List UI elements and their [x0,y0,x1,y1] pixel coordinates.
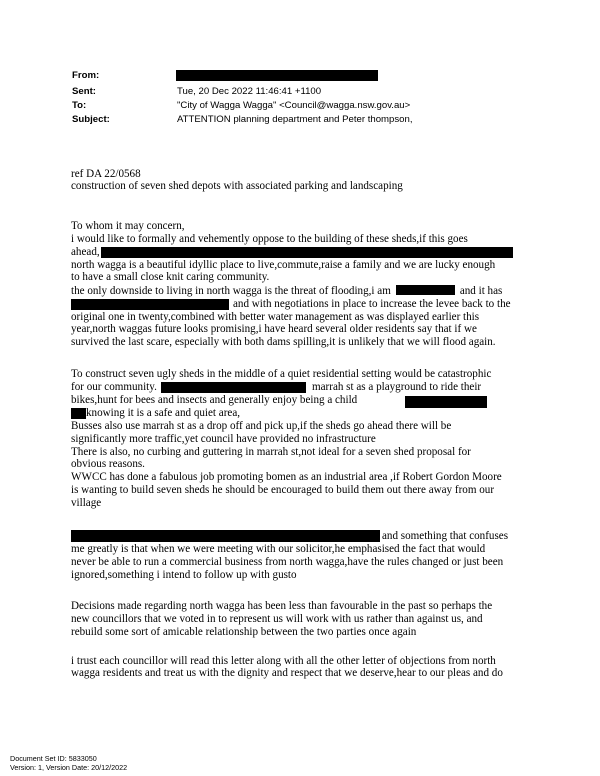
letter-line: for our community. [71,381,157,393]
letter-line: new councillors that we voted in to represent us will work with us rather than against us, and [71,613,483,625]
to-value: "City of Wagga Wagga" <Council@wagga.nsw.gov.au> [177,100,411,111]
letter-line: WWCC has done a fabulous job promoting bomen as an industrial area ,if Robert Gordon Moore [71,471,502,483]
letter-line: obvious reasons. [71,458,145,470]
letter-line: marrah st as a playground to ride their [312,381,482,393]
ref-description: construction of seven shed depots with associated parking and landscaping [71,180,403,192]
ref-number: ref DA 22/0568 [71,168,141,180]
letter-line: i would like to formally and vehemently oppose to the building of these sheds,if this goes [71,233,468,245]
letter-line: Decisions made regarding north wagga has been less than favourable in the past so perhaps the [71,600,493,612]
sent-label: Sent: [72,86,96,97]
document-set-id: Document Set ID: 5833050 [10,754,97,763]
to-label: To: [72,100,87,111]
version-info: Version: 1, Version Date: 20/12/2022 [10,763,128,772]
redacted-sender [176,70,378,81]
letter-line: ignored,something i intend to follow up with gusto [71,569,297,581]
letter-line: and something that confuses [382,530,509,542]
letter-line: To whom it may concern, [71,220,185,232]
letter-line: There is also, no curbing and guttering in marrah st,not ideal for a seven shed proposal for [71,446,471,458]
sent-value: Tue, 20 Dec 2022 11:46:41 +1100 [177,86,322,97]
letter-line: Busses also use marrah st as a drop off and pick up,if the sheds go ahead there will be [71,420,452,432]
redaction-bar [396,285,455,295]
letter-line: rebuild some sort of amicable relationship between the two parties once again [71,626,417,638]
letter-line: wagga residents and treat us with the dignity and respect that we deserve,hear to our pleas and do [71,667,503,679]
letter-line: survived the last scare, especially with both dams spilling,it is unlikely that we will flood again. [71,336,496,348]
letter-line: and with negotiations in place to increase the levee back to the [233,298,511,310]
letter-line: year,north waggas future looks promising,i have heard several older residents say that if we [71,323,477,335]
letter-line [71,285,502,297]
subject-value: ATTENTION planning department and Peter thompson, [177,114,413,125]
subject-label: Subject: [72,114,110,125]
redaction-bar [71,530,380,542]
letter-line: significantly more traffic,yet council have provided no infrastructure [71,433,376,445]
letter-text: the only downside to living in north wagga is the threat of flooding,i am [71,285,391,297]
letter-line: original one in twenty,combined with better water management as was displayed earlier this [71,311,480,323]
redaction-bar [71,299,229,310]
redaction-bar [161,382,306,393]
letter-line: to have a small close knit caring community. [71,271,270,283]
letter-line: is wanting to build seven sheds he should be encouraged to build them out there away from our [71,484,495,496]
redaction-bar [405,396,487,408]
letter-line: i trust each councillor will read this letter along with all the other letter of objections from north [71,655,496,667]
letter-line: knowing it is a safe and quiet area, [86,407,241,419]
letter-line: ahead, [71,246,100,258]
letter-line: To construct seven ugly sheds in the middle of a quiet residential setting would be catastrophic [71,368,492,380]
from-label: From: [72,70,100,81]
letter-line: north wagga is a beautiful idyllic place to live,commute,raise a family and we are lucky enough [71,259,496,271]
letter-text: and it has [459,285,503,297]
letter-line: village [71,497,102,509]
redaction-bar [101,247,513,258]
letter-line: never be able to run a commercial business from north wagga,have the rules changed or just been [71,556,504,568]
redaction-bar [71,408,86,419]
letter-line: bikes,hunt for bees and insects and generally enjoy being a child [71,394,358,406]
letter-line: me greatly is that when we were meeting with our solicitor,he emphasised the fact that would [71,543,486,555]
